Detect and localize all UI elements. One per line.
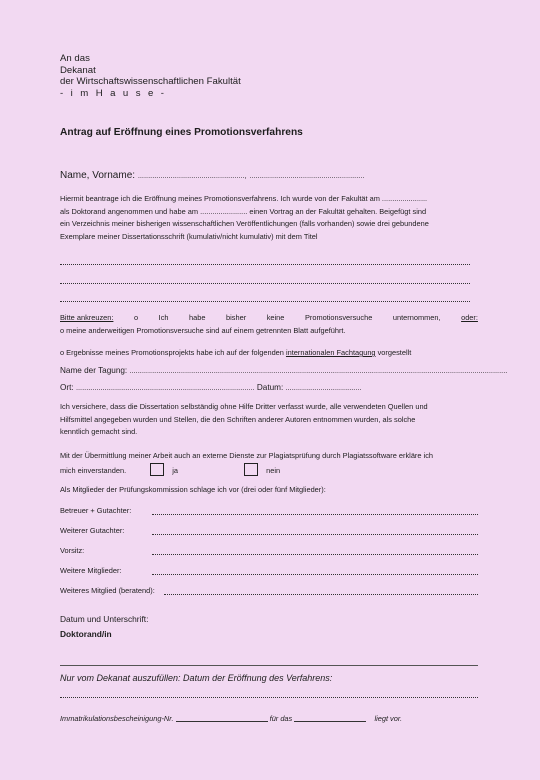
fuer-das-label: für das — [269, 714, 293, 723]
signature-role: Doktorand/in — [60, 629, 112, 639]
liegt-vor-label: liegt vor. — [374, 714, 403, 723]
eroeffnung-datum-line[interactable] — [60, 697, 478, 698]
address-line: - i m H a u s e - — [60, 87, 167, 99]
ergebnisse-text: o Ergebnisse meines Promotionsprojekts habe ich auf der folgenden — [60, 348, 286, 357]
checkbox-nein[interactable] — [244, 463, 258, 476]
kommission-label: Betreuer + Gutachter: — [60, 506, 132, 515]
weiterer-gutachter-field[interactable] — [152, 534, 478, 535]
surname-dots[interactable]: .................................................... — [137, 171, 245, 180]
datum-dots[interactable]: ..................................... — [285, 383, 362, 392]
bitte-word: habe — [189, 313, 206, 322]
title-line-1[interactable] — [60, 264, 470, 265]
kommission-label: Weiteres Mitglied (beratend): — [60, 586, 155, 595]
intro-line: Exemplare meiner Dissertationsschrift (kumulativ/nicht kumulativ) mit dem Titel — [60, 231, 318, 241]
bitte-word: Ich — [158, 313, 169, 322]
checkbox-ja[interactable] — [150, 463, 164, 476]
address-line: An das — [60, 53, 90, 64]
bitte-section — [60, 312, 478, 337]
immatrikulation-row — [60, 713, 402, 723]
datum-label: Datum: — [256, 383, 284, 392]
application-form — [60, 0, 508, 780]
tagung-dots[interactable]: ........................................................................................................................................................................................ — [129, 366, 508, 375]
name-field[interactable] — [60, 170, 364, 181]
plagiat-paragraph — [60, 450, 478, 477]
address-block — [60, 53, 241, 99]
plagiat-text: mich einverstanden. — [60, 465, 127, 475]
tagung-label: Name der Tagung: — [60, 366, 128, 375]
bitte-line — [60, 312, 478, 325]
fachtagung-link: internationalen Fachtagung — [285, 348, 376, 357]
bitte-word: bisher — [226, 313, 247, 322]
versicherung-line: Ich versichere, dass die Dissertation selbständig ohne Hilfe Dritter verfasst wurde, alle verwendeten Quellen und — [60, 402, 428, 411]
immat-nr-field[interactable] — [176, 713, 268, 722]
name-label: Name, Vorname: — [60, 170, 136, 181]
form-title: Antrag auf Eröffnung eines Promotionsverfahrens — [60, 127, 303, 138]
kommission-label: Weiterer Gutachter: — [60, 526, 125, 535]
kommission-label: Weitere Mitglieder: — [60, 566, 122, 575]
bitte-word: Promotionsversuche — [304, 313, 373, 322]
betreuer-gutachter-field[interactable] — [152, 514, 478, 515]
weitere-mitglieder-field[interactable] — [152, 574, 478, 575]
ort-label: Ort: — [60, 383, 74, 392]
oder-label: oder: — [461, 313, 478, 322]
ja-label: ja — [172, 465, 179, 475]
ort-dots[interactable]: ....................................................................................... — [75, 383, 255, 392]
ergebnisse-suffix: vorgestellt — [375, 348, 412, 357]
bitte-word: unternommen, — [392, 313, 441, 322]
checkbox-keine-versuche[interactable]: o — [133, 313, 139, 322]
semester-field[interactable] — [294, 713, 366, 722]
address-line: der Wirtschaftswissenschaftlichen Fakultät — [60, 76, 241, 87]
name-separator: , — [244, 171, 247, 180]
tagung-field[interactable] — [60, 366, 507, 375]
versicherung-line: kenntlich gemacht sind. — [60, 427, 138, 436]
bitte-label: Bitte ankreuzen: — [60, 313, 114, 322]
dekanat-heading: Nur vom Dekanat auszufüllen: Datum der Eröffnung des Verfahrens: — [60, 673, 333, 683]
weiteres-mitglied-field[interactable] — [164, 594, 478, 595]
dekanat-divider — [60, 665, 478, 666]
ort-datum-field[interactable] — [60, 383, 362, 392]
bitte-word: keine — [266, 313, 285, 322]
intro-paragraph — [60, 193, 478, 243]
checkbox-anderweitige-versuche[interactable]: o meine anderweitigen Promotionsversuche sind auf einem getrennten Blatt aufgeführt. — [60, 325, 346, 335]
nein-label: nein — [266, 465, 281, 475]
vorsitz-field[interactable] — [152, 554, 478, 555]
kommission-intro: Als Mitglieder der Prüfungskommission schlage ich vor (drei oder fünf Mitglieder): — [60, 485, 326, 494]
immat-label: Immatrikulationsbescheinigung-Nr. — [60, 714, 174, 723]
address-line: Dekanat — [60, 64, 96, 76]
versicherung-paragraph — [60, 401, 478, 439]
intro-line: Hiermit beantrage ich die Eröffnung meines Promotionsverfahrens. Ich wurde von der Fakultät am ...................... — [60, 194, 428, 203]
title-line-2[interactable] — [60, 283, 470, 284]
intro-line: als Doktorand angenommen und habe am ....................... einen Vortrag an der Fakultät gehalten. Beigefügt sind — [60, 206, 427, 216]
intro-line: ein Verzeichnis meiner bisherigen wissenschaftlichen Veröffentlichungen (falls vorhanden) sowie drei gebundene — [60, 219, 429, 228]
plagiat-line-2 — [60, 463, 478, 478]
versicherung-line: Hilfsmittel angegeben wurden und Stellen, die den Schriften anderer Autoren entnommen wurden, als solche — [60, 414, 416, 424]
plagiat-line: Mit der Übermittlung meiner Arbeit auch an externe Dienste zur Plagiatsprüfung durch Plagiatssoftware erkläre ich — [60, 451, 433, 460]
kommission-label: Vorsitz: — [60, 546, 85, 555]
checkbox-ergebnisse[interactable] — [60, 348, 411, 357]
title-line-3[interactable] — [60, 301, 470, 302]
signature-label: Datum und Unterschrift: — [60, 614, 149, 624]
firstname-dots[interactable]: ........................................................ — [249, 171, 365, 180]
